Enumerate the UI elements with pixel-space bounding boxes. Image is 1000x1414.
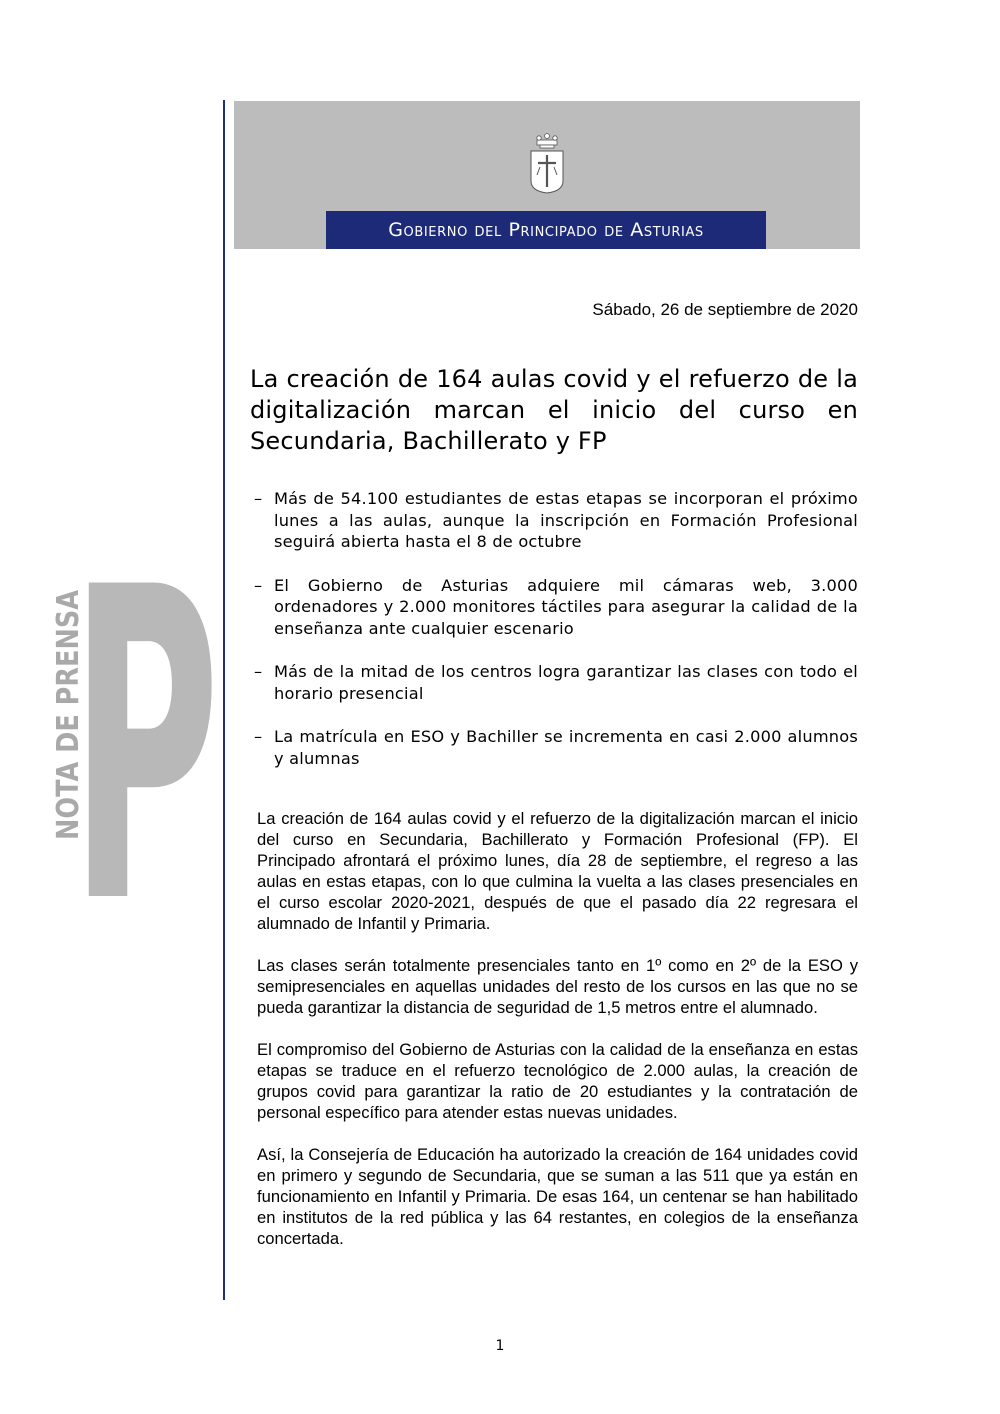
sidebar-label: NOTA DE PRENSA <box>51 578 86 840</box>
body-paragraph: El compromiso del Gobierno de Asturias con la calidad de la enseñanza en estas etapas se traduce en el refuerzo tecnológico de 2.000 aulas, la creación de grupos covid para garantizar la ratio de 20 estudiantes y la contratación de personal específico para atender estas nuevas unidades. <box>257 1040 858 1122</box>
bullet-marker: – <box>254 662 263 681</box>
highlight-item: – El Gobierno de Asturias adquiere mil cámaras web, 3.000 ordenadores y 2.000 monitores táctiles para asegurar la calidad de la enseñanza ante cualquier escenario <box>254 575 858 638</box>
bullet-marker: – <box>254 727 263 746</box>
highlights-list <box>254 488 858 791</box>
bullet-marker: – <box>254 489 263 508</box>
press-date: Sábado, 26 de septiembre de 2020 <box>592 300 858 319</box>
left-rule <box>223 100 225 1300</box>
press-release-sidebar <box>40 578 220 898</box>
body-paragraph: La creación de 164 aulas covid y el refuerzo de la digitalización marcan el inicio del curso en Secundaria, Bachillerato y Formación Profesional (FP). El Principado afrontará el próximo lunes, día 28 de septiembre, el regreso a las aulas en estas etapas, con lo que culmina la vuelta a las clases presenciales en el curso escolar 2020-2021, después de que el pasado día 22 regresara el alumnado de Infantil y Primaria. <box>257 809 858 933</box>
headline: La creación de 164 aulas covid y el refuerzo de la digitalización marcan el inicio del curso en Secundaria, Bachillerato y FP <box>250 365 858 455</box>
article-body <box>257 808 858 1270</box>
header-band <box>234 101 860 249</box>
body-paragraph: Así, la Consejería de Educación ha autorizado la creación de 164 unidades covid en primero y segundo de Secundaria, que se suman a las 511 que ya están en funcionamiento en Infantil y Primaria. De esas 164, un centenar se han habilitado en institutos de la red pública y las 64 restantes, en colegios de la enseñanza concertada. <box>257 1145 858 1248</box>
page-number: 1 <box>495 1338 505 1354</box>
highlight-item: – Más de la mitad de los centros logra garantizar las clases con todo el horario presencial <box>254 662 858 703</box>
highlight-item: – Más de 54.100 estudiantes de estas etapas se incorporan el próximo lunes a las aulas, aunque la inscripción en Formación Profesional seguirá abierta hasta el 8 de octubre <box>254 489 858 551</box>
press-release-graphic <box>40 578 220 898</box>
bullet-marker: – <box>254 575 263 595</box>
sidebar-letter: P <box>70 578 220 898</box>
government-banner <box>326 211 766 249</box>
highlight-item: – La matrícula en ESO y Bachiller se incrementa en casi 2.000 alumnos y alumnas <box>254 727 858 768</box>
asturias-crest-icon <box>528 133 566 195</box>
body-paragraph: Las clases serán totalmente presenciales tanto en 1º como en 2º de la ESO y semipresenciales en aquellas unidades del resto de los cursos en las que no se pueda garantizar la distancia de seguridad de 1,5 metros entre el alumnado. <box>257 956 858 1017</box>
government-name: Gobierno del Principado de Asturias <box>388 219 704 241</box>
